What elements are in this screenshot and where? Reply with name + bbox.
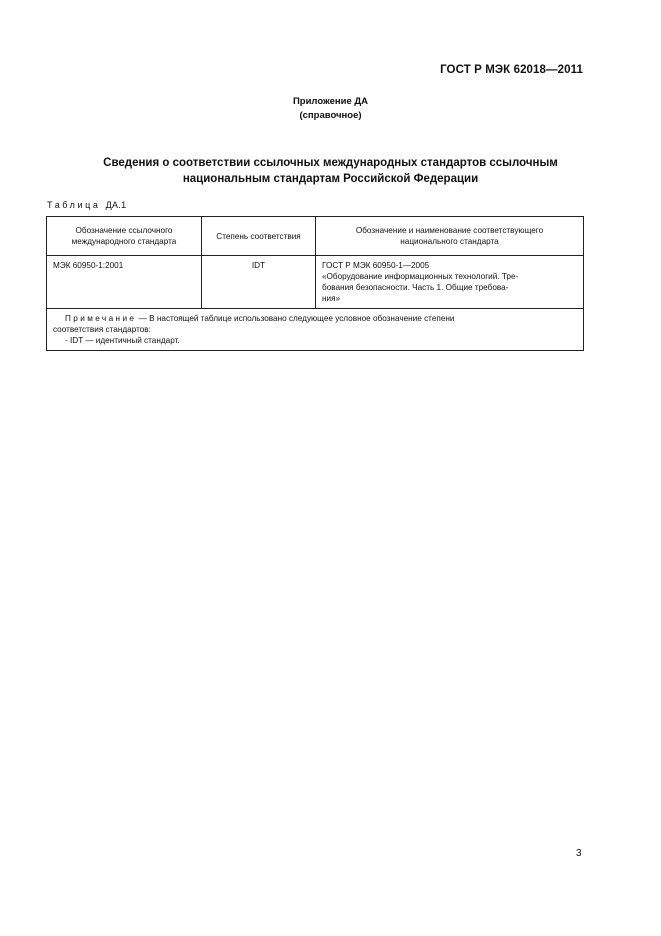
national-standard-line-1: ГОСТ Р МЭК 60950-1—2005 — [322, 261, 430, 270]
note-item: - IDT — идентичный стандарт. — [65, 336, 180, 345]
header-national-standard — [316, 217, 584, 256]
header-intl-standard-line-1: Обозначение ссылочного — [75, 226, 173, 235]
note-line-1 — [53, 313, 577, 324]
annex-subtitle: (справочное) — [299, 110, 362, 121]
header-intl-standard-line-2: международного стандарта — [71, 237, 177, 246]
table-note — [47, 309, 584, 351]
document-code: ГОСТ Р МЭК 62018—2011 — [440, 64, 583, 76]
cell-national-standard — [316, 256, 584, 309]
table-header-row — [47, 217, 584, 256]
cell-degree: IDT — [202, 256, 316, 309]
table-caption-word: Таблица — [47, 200, 101, 210]
national-standard-line-2: «Оборудование информационных технологий. Тре- — [322, 272, 519, 281]
table-caption-number: ДА.1 — [105, 200, 127, 210]
note-label: Примечание — [65, 314, 137, 323]
correspondence-table — [46, 216, 584, 351]
page-number: 3 — [576, 848, 582, 859]
table-caption — [47, 200, 126, 210]
header-intl-standard — [47, 217, 202, 256]
section-title-line-1: Сведения о соответствии ссылочных международных стандартов ссылочным — [103, 157, 558, 169]
note-line-2: соответствия стандартов: — [53, 325, 151, 334]
national-standard-line-4: ния» — [322, 294, 341, 303]
header-national-standard-line-2: национального стандарта — [400, 237, 499, 246]
annex-heading — [0, 95, 661, 123]
header-degree: Степень соответствия — [202, 217, 316, 256]
annex-title: Приложение ДА — [292, 96, 369, 107]
note-text-1: — В настоящей таблице использовано следующее условное обозначение степени — [136, 314, 455, 323]
table-row — [47, 256, 584, 309]
table-note-row — [47, 309, 584, 351]
section-title — [0, 155, 661, 187]
national-standard-line-3: бования безопасности. Часть 1. Общие требова- — [322, 283, 509, 292]
cell-intl-standard: МЭК 60950-1:2001 — [47, 256, 202, 309]
section-title-line-2: национальным стандартам Российской Федерации — [182, 173, 479, 185]
header-national-standard-line-1: Обозначение и наименование соответствующего — [355, 226, 544, 235]
